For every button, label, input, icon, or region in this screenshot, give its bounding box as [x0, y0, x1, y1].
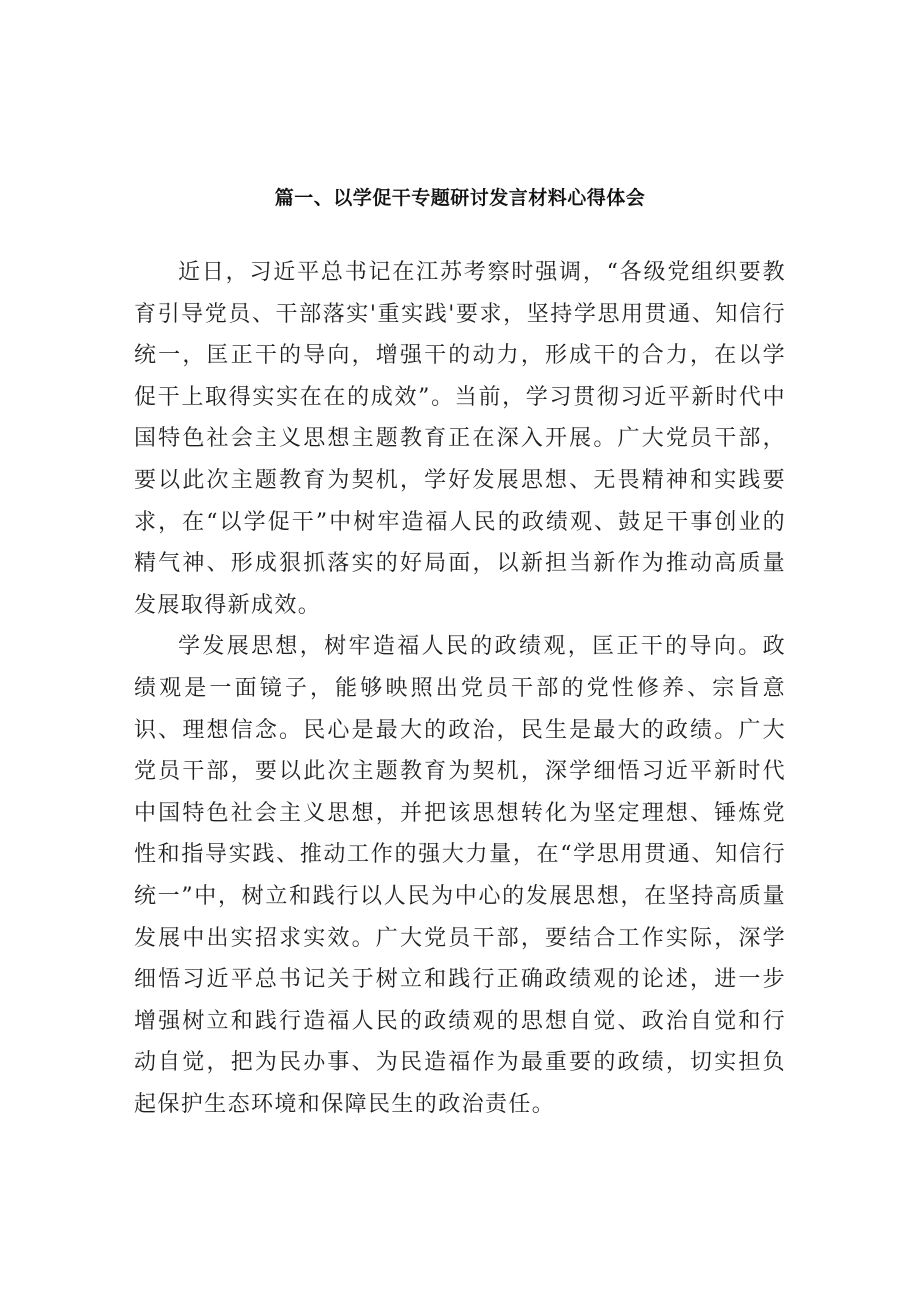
paragraph-1: 近日，习近平总书记在江苏考察时强调，“各级党组织要教育引导党员、干部落实'重实践'要求，坚持学思用贯通、知信行统一，匡正干的导向，增强干的动力，形成干的合力，在以学促干上取得实实在在的成效”。当前，学习贯彻习近平新时代中国特色社会主义思想主题教育正在深入开展。广大党员干部，要以此次主题教育为契机，学好发展思想、无畏精神和实践要求，在“以学促干”中树牢造福人民的政绩观、鼓足干事创业的精气神、形成狠抓落实的好局面，以新担当新作为推动高质量发展取得新成效。 — [134, 260, 786, 618]
paragraph-2: 学发展思想，树牢造福人民的政绩观，匡正干的导向。政绩观是一面镜子，能够映照出党员干部的党性修养、宗旨意识、理想信念。民心是最大的政治，民生是最大的政绩。广大党员干部，要以此次主题教育为契机，深学细悟习近平新时代中国特色社会主义思想，并把该思想转化为坚定理想、锤炼党性和指导实践、推动工作的强大力量，在“学思用贯通、知信行统一”中，树立和践行以人民为中心的发展思想，在坚持高质量发展中出实招求实效。广大党员干部，要结合工作实际，深学细悟习近平总书记关于树立和践行正确政绩观的论述，进一步增强树立和践行造福人民的政绩观的思想自觉、政治自觉和行动自觉，把为民办事、为民造福作为最重要的政绩，切实担负起保护生态环境和保障民生的政治责任。 — [134, 634, 786, 1117]
document-body — [134, 252, 786, 1125]
document-title: 篇一、以学促干专题研讨发言材料心得体会 — [274, 187, 646, 209]
